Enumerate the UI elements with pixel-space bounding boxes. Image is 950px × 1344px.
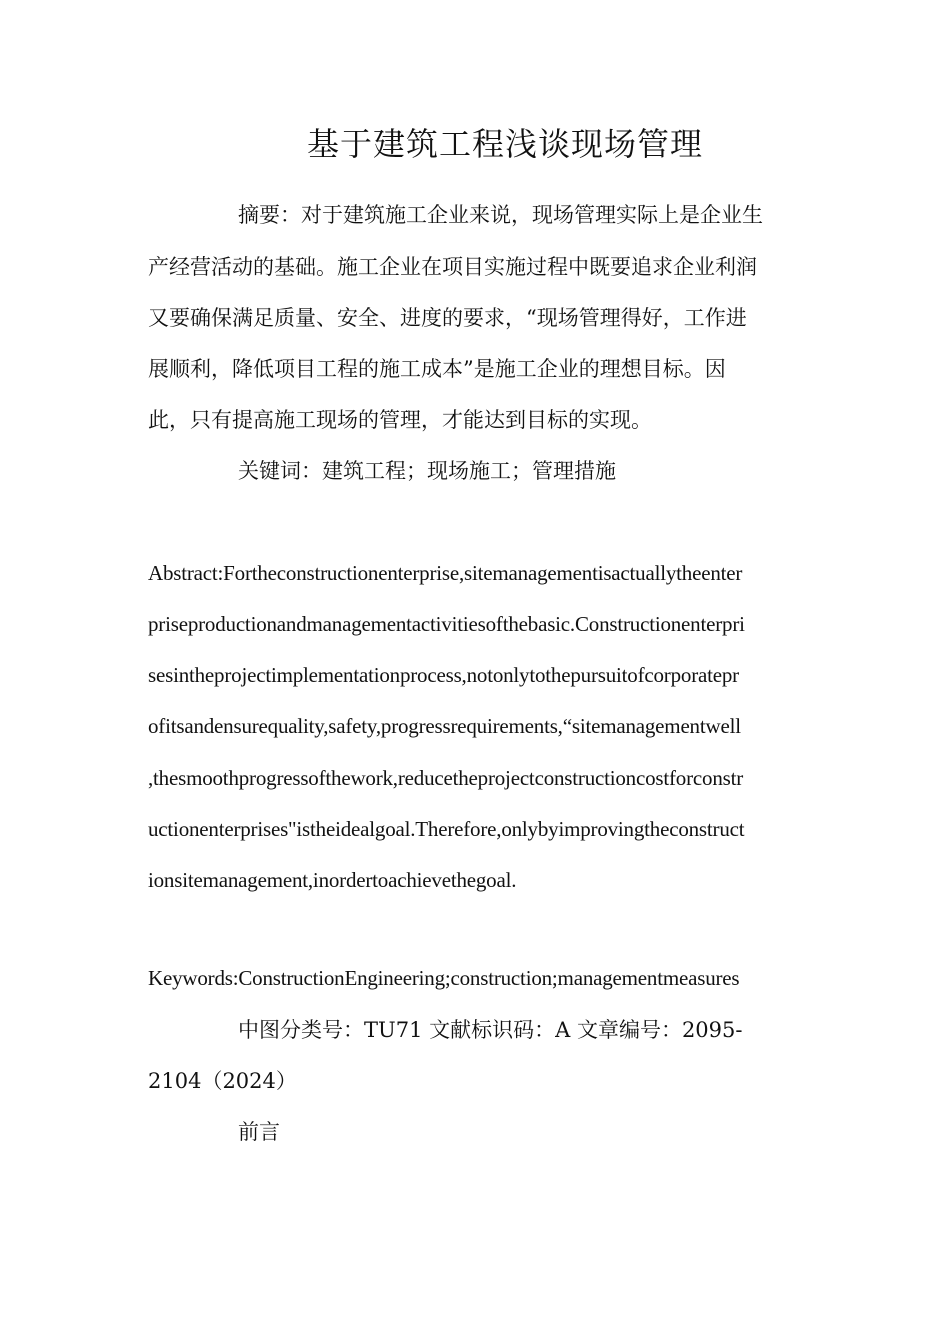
abstract-cn-line: 展顺利，降低项目工程的施工成本”是施工企业的理想目标。因 bbox=[148, 357, 726, 381]
abstract-cn-line: 又要确保满足质量、安全、进度的要求，“现场管理得好，工作进 bbox=[148, 306, 747, 330]
preface-heading: 前言 bbox=[238, 1120, 280, 1144]
abstract-en-line: ,thesmoothprogressofthework,reducetheprojectconstructioncostforconstr bbox=[148, 766, 744, 790]
classification-line: 中图分类号：TU71 文献标识码：A 文章编号：2095- bbox=[238, 1018, 743, 1042]
keywords-cn: 关键词：建筑工程；现场施工；管理措施 bbox=[238, 459, 616, 483]
abstract-en-line: sesintheprojectimplementationprocess,notonlytothepursuitofcorporatepr bbox=[148, 663, 739, 687]
keywords-en: Keywords:ConstructionEngineering;construction;managementmeasures bbox=[148, 966, 740, 990]
document-title: 基于建筑工程浅谈现场管理 bbox=[306, 125, 703, 163]
abstract-en-line: Abstract:Fortheconstructionenterprise,sitemanagementisactuallytheenter bbox=[148, 561, 743, 585]
abstract-en-line: ionsitemanagement,inordertoachievethegoal. bbox=[148, 868, 517, 892]
abstract-en-line: priseproductionandmanagementactivitiesofthebasic.Constructionenterpri bbox=[148, 612, 745, 636]
abstract-en-line: ofitsandensurequality,safety,progressrequirements,“sitemanagementwell bbox=[148, 714, 741, 738]
abstract-en-line: uctionenterprises"istheidealgoal.Therefore,onlybyimprovingtheconstruct bbox=[148, 817, 745, 841]
abstract-cn-line: 摘要：对于建筑施工企业来说，现场管理实际上是企业生 bbox=[238, 203, 763, 227]
classification-line: 2104（2024） bbox=[148, 1069, 297, 1093]
abstract-cn-line: 产经营活动的基础。施工企业在项目实施过程中既要追求企业利润 bbox=[148, 255, 757, 279]
abstract-cn-line: 此，只有提高施工现场的管理，才能达到目标的实现。 bbox=[148, 408, 652, 432]
